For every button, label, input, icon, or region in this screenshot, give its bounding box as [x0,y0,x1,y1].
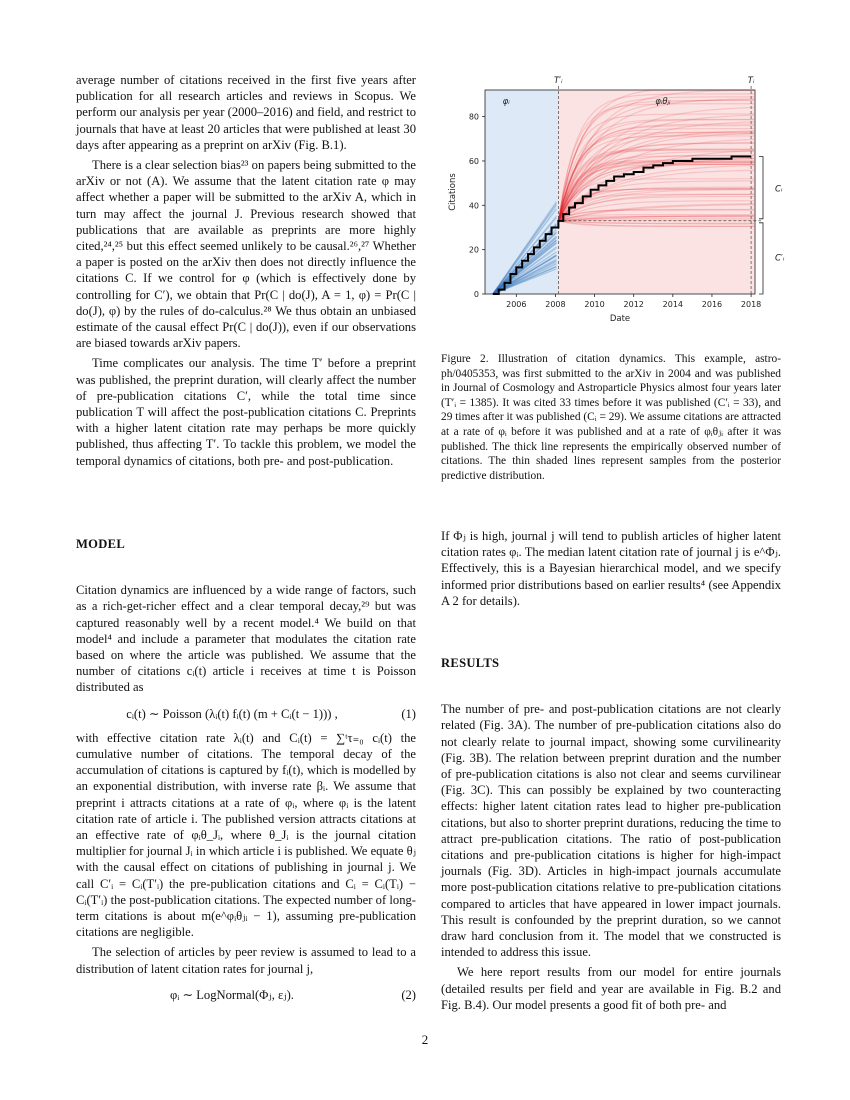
equation-formula: φᵢ ∼ LogNormal(Φⱼ, εⱼ). [170,987,294,1002]
brace-label-post: Cᵢ [775,184,783,195]
paragraph: The number of pre- and post-publication citations are not clearly related (Fig. 3A). The number of pre-publication citations also do not clearly relate to journal impact, showing some curvilinearity (Fig. 3B). The relation between preprint duration and the number of pre-publication citations is also not clear and seems curvilinear (Fig. 3C). This can possibly be explained by two counteracting effects: higher latent citation rates lead to higher pre-publication citations, but also to shorter preprint durations, reducing the time to attract pre-publication citations. The ratio of post-publication citations and pre-publication citations is higher for high-impact journals (Fig. 3D). Articles in high-impact journals accumulate more post-publication citations relative to pre-publication citations compared to articles that have appeared in lower impact journals. This result is confounded by the preprint duration, so we cannot draw hard conclusion from it. The model that we constructed is intended to address this issue. [441,702,781,960]
x-tick-label: 2014 [662,300,684,309]
x-tick-label: 2018 [740,300,762,309]
section-heading-results: RESULTS [441,656,500,671]
y-tick-label: 0 [473,290,479,299]
x-tick-label: 2010 [584,300,605,309]
top-label-published: Tᵢ [747,76,755,86]
y-tick-label: 40 [468,201,479,211]
equation-formula: cᵢ(t) ∼ Poisson (λᵢ(t) fᵢ(t) (m + Cᵢ(t − 1))) , [126,706,338,721]
left-column-bottom [76,536,416,1011]
paragraph: Citation dynamics are influenced by a wide range of factors, such as a rich-get-richer effect and a clear temporal decay,²⁹ but was captured reasonably well by a recent model.⁴ We build on that model⁴ and include a parameter that modulates the citation rate based on where the article was published. We assume that the number of citations cᵢ(t) article i receives at time t is Poisson distributed as [76,583,416,695]
brace-pre [759,223,763,294]
y-tick-label: 60 [468,156,479,166]
figure-caption [441,352,781,483]
paragraph: We here report results from our model for entire journals (detailed results per field and year are available in Fig. B.2 and Fig. B.4). Our model presents a good fit of both pre- and [441,965,781,1012]
figure-citation-dynamics [441,74,801,342]
top-label-preprint: T′ᵢ [554,76,563,86]
left-column-top [76,72,416,469]
paragraph: with effective citation rate λᵢ(t) and Cᵢ(t) = ∑ᵗτ₌₀ cᵢ(t) the cumulative number of citations. The temporal decay of the accumulation of citations is captured by fᵢ(t), which is modelled by an exponential distribution, with inverse rate βᵢ. We assume that preprint i attracts citations at a rate of φᵢ, where φᵢ is the latent citation rate of article i. The published version attracts citations at an effective rate of φᵢθ_Jᵢ, where θ_Jᵢ is the journal citation multiplier for journal Jᵢ in which article i is published. We equate θⱼ with the causal effect on citations of publishing in journal j. We call C′ᵢ = Cᵢ(T′ᵢ) the pre-publication citations and Cᵢ = Cᵢ(Tᵢ) − Cᵢ(T′ᵢ) the post-publication citations. The expected number of long-term citations is about m(e^φᵢθⱼᵢ − 1), assuming pre-publication citations are negligible. [76,730,416,940]
equation-1 [76,706,416,722]
brace-label-pre: C′ᵢ [775,253,785,264]
paragraph: Time complicates our analysis. The time T′ before a preprint was published, the preprint duration, will clearly affect the number of pre-publication citations C′, while the total time since publication T will affect the post-publication citations C. Preprints with a higher latent citation rate may perhaps be more quickly published, thus affecting T′. To tackle this problem, we model the temporal dynamics of citations, both pre- and post-publication. [76,356,416,468]
brace-post [759,157,763,219]
caption-text: Figure 2. Illustration of citation dynamics. This example, astro-ph/0405353, was first submitted to the arXiv in 2004 and was published in Journal of Cosmology and Astroparticle Physics almost four years later (T′ᵢ = 1385). It was cited 33 times before it was published (C′ᵢ = 33), and 29 times after it was published (Cᵢ = 29). We assume citations are attracted at a rate of φᵢ before it was published and at a rate of φᵢθⱼᵢ after it was published. The thick line represents the empirically observed number of citations. The thin shaded lines represent samples from the posterior predictive distribution. [441,353,781,482]
x-tick-label: 2012 [623,300,644,309]
paragraph: There is a clear selection bias²³ on papers being submitted to the arXiv or not (A). We assume that the latent citation rate φ may affect whether a paper will be submitted to the arXiv A, which in turn may affect the journal J. Previous research showed that publications that are available as preprints are more highly cited,²⁴,²⁵ but this effect seemed unlikely to be causal.²⁶,²⁷ Whether a paper is posted on the arXiv then does not directly influence the citations C. If we control for φ (which is effectively done by controlling for C′), we obtain that Pr(C | do(J), A = 1, φ) = Pr(C | do(J), φ) by the rules of do-calculus.²⁸ We thus obtain an unbiased estimate of the causal effect Pr(C | do(J)), even if our observations are biased towards arXiv papers. [76,158,416,351]
equation-number: (1) [401,706,416,721]
citation-chart [441,74,801,342]
right-column-bottom [441,528,781,1013]
x-tick-label: 2016 [701,300,723,309]
y-axis-label: Citations [448,173,458,211]
paragraph: average number of citations received in the first five years after publication for all research articles and reviews in Scopus. We perform our analysis per year (2000–2016) and field, and restrict to journals that have at least 20 articles that were published at least 30 days after appearing as a preprint on arXiv (Fig. B.1). [76,73,416,152]
section-heading-model: MODEL [76,537,126,551]
region-label-post: φᵢθⱼᵢ [655,97,671,107]
paragraph: If Φⱼ is high, journal j will tend to publish articles of higher latent citation rates φᵢ. The median latent citation rate of journal j is e^Φⱼ. Effectively, this is a Bayesian hierarchical model, and we specify informed prior distributions based on earlier results⁴ (see Appendix A 2 for details). [441,529,781,608]
x-axis-label: Date [609,314,631,324]
x-tick-label: 2006 [506,300,527,309]
page-number: 2 [421,1032,429,1047]
y-tick-label: 20 [468,245,479,255]
x-tick-label: 2008 [545,300,566,309]
paragraph: The selection of articles by peer review is assumed to lead to a distribution of latent citation rates for journal j, [76,945,416,976]
region-label-pre: φᵢ [502,97,510,107]
y-tick-label: 80 [468,112,479,122]
equation-number: (2) [401,987,416,1002]
equation-2 [76,987,416,1003]
